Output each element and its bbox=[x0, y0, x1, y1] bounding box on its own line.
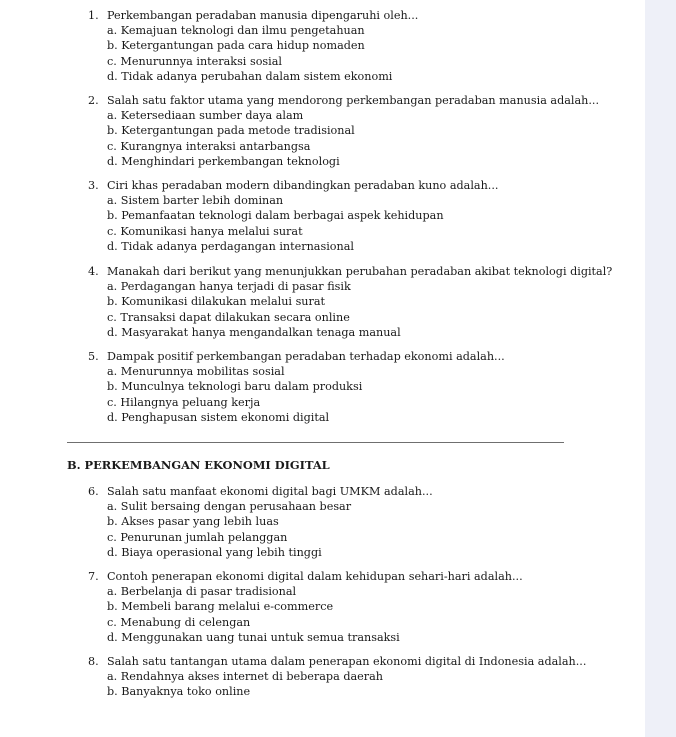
question-5 bbox=[88, 349, 608, 426]
question-4 bbox=[88, 264, 613, 341]
option-d: d. Menghindari perkembangan teknologi bbox=[107, 155, 340, 169]
section-b-title: B. PERKEMBANGAN EKONOMI DIGITAL bbox=[67, 458, 330, 472]
option-c: c. Hilangnya peluang kerja bbox=[107, 395, 261, 409]
question-text: Salah satu tantangan utama dalam penerapan ekonomi digital di Indonesia adalah... bbox=[107, 655, 587, 668]
option-b: b. Munculnya teknologi baru dalam produksi bbox=[107, 380, 363, 394]
question-text: Salah satu faktor utama yang mendorong perkembangan peradaban manusia adalah... bbox=[107, 94, 600, 107]
option-a: a. Rendahnya akses internet di beberapa daerah bbox=[107, 670, 383, 683]
question-6 bbox=[88, 484, 608, 561]
option-d: d. Masyarakat hanya mengandalkan tenaga manual bbox=[107, 326, 401, 340]
option-b: b. Akses pasar yang lebih luas bbox=[107, 515, 279, 529]
viewer-side-panel bbox=[645, 0, 676, 737]
question-text: Dampak positif perkembangan peradaban terhadap ekonomi adalah... bbox=[107, 350, 505, 363]
question-number: 8. bbox=[88, 655, 99, 668]
option-a: a. Sulit bersaing dengan perusahaan besar bbox=[107, 500, 352, 513]
question-text: Salah satu manfaat ekonomi digital bagi UMKM adalah... bbox=[107, 485, 433, 498]
option-a: a. Kemajuan teknologi dan ilmu pengetahuan bbox=[107, 24, 365, 37]
question-number: 4. bbox=[88, 265, 99, 278]
option-c: c. Kurangnya interaksi antarbangsa bbox=[107, 139, 311, 153]
question-2 bbox=[88, 93, 608, 170]
option-c: c. Transaksi dapat dilakukan secara online bbox=[107, 310, 350, 324]
question-number: 7. bbox=[88, 570, 99, 583]
option-a: a. Ketersediaan sumber daya alam bbox=[107, 109, 304, 122]
option-c: c. Menurunnya interaksi sosial bbox=[107, 54, 282, 68]
option-a: a. Menurunnya mobilitas sosial bbox=[107, 365, 285, 378]
question-1 bbox=[88, 8, 608, 85]
question-text: Manakah dari berikut yang menunjukkan perubahan peradaban akibat teknologi digital? bbox=[107, 265, 613, 278]
option-d: d. Tidak adanya perubahan dalam sistem ekonomi bbox=[107, 70, 393, 84]
option-d: d. Biaya operasional yang lebih tinggi bbox=[107, 546, 322, 560]
option-c: c. Menabung di celengan bbox=[107, 615, 251, 629]
option-b: b. Komunikasi dilakukan melalui surat bbox=[107, 295, 326, 309]
option-d: d. Tidak adanya perdagangan internasional bbox=[107, 240, 354, 254]
question-text: Ciri khas peradaban modern dibandingkan peradaban kuno adalah... bbox=[107, 179, 499, 192]
option-a: a. Perdagangan hanya terjadi di pasar fisik bbox=[107, 280, 351, 293]
question-text: Perkembangan peradaban manusia dipengaruhi oleh... bbox=[107, 9, 419, 22]
question-text: Contoh penerapan ekonomi digital dalam kehidupan sehari-hari adalah... bbox=[107, 570, 523, 583]
question-number: 6. bbox=[88, 485, 99, 498]
option-b: b. Ketergantungan pada cara hidup nomaden bbox=[107, 39, 365, 53]
option-b: b. Pemanfaatan teknologi dalam berbagai aspek kehidupan bbox=[107, 209, 444, 223]
question-3 bbox=[88, 178, 608, 255]
option-d: d. Menggunakan uang tunai untuk semua transaksi bbox=[107, 631, 400, 645]
option-b: b. Ketergantungan pada metode tradisional bbox=[107, 124, 355, 138]
question-number: 3. bbox=[88, 179, 99, 192]
question-8 bbox=[88, 654, 608, 700]
option-c: c. Penurunan jumlah pelanggan bbox=[107, 530, 288, 544]
option-a: a. Berbelanja di pasar tradisional bbox=[107, 585, 297, 598]
section-divider bbox=[67, 442, 564, 443]
option-a: a. Sistem barter lebih dominan bbox=[107, 194, 284, 207]
option-b: b. Membeli barang melalui e-commerce bbox=[107, 600, 334, 614]
question-number: 2. bbox=[88, 94, 99, 107]
question-number: 5. bbox=[88, 350, 99, 363]
option-c: c. Komunikasi hanya melalui surat bbox=[107, 224, 303, 238]
question-number: 1. bbox=[88, 9, 99, 22]
option-d: d. Penghapusan sistem ekonomi digital bbox=[107, 411, 330, 425]
option-b: b. Banyaknya toko online bbox=[107, 685, 251, 699]
question-7 bbox=[88, 569, 608, 646]
